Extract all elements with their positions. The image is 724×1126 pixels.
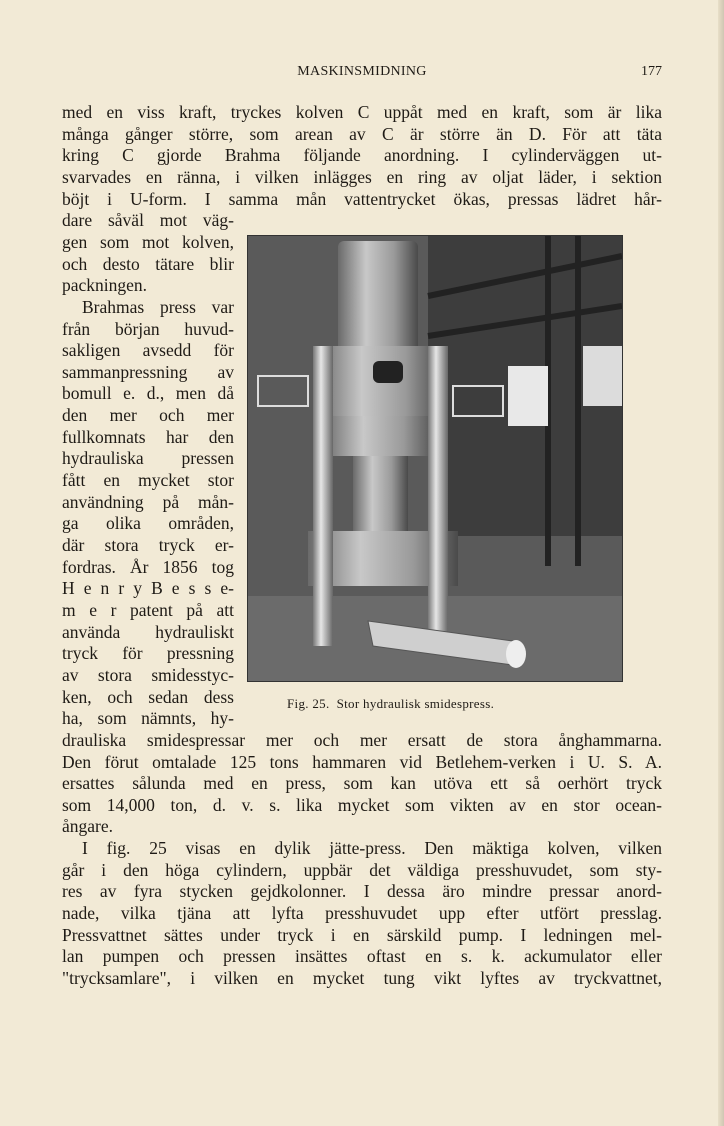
text-line: ken, och sedan dess bbox=[62, 686, 234, 707]
text-line: bomull e. d., men då bbox=[62, 383, 234, 404]
text-line: dare såväl mot väg- bbox=[62, 210, 234, 231]
figure-photo-hydraulic-press bbox=[247, 235, 623, 682]
text-line: I fig. 25 visas en dylik jätte-press. Den mäktiga kolven, vilken bbox=[82, 838, 662, 859]
text-line: använda hydrauliskt bbox=[62, 621, 234, 642]
text-line: hydrauliska pressen bbox=[62, 448, 234, 469]
text-line: som 14,000 ton, d. v. s. lika mycket som vikten av en stor ocean- bbox=[62, 794, 662, 815]
text-line: Den förut omtalade 125 tons hammaren vid Betlehem-verken i U. S. A. bbox=[62, 751, 662, 772]
running-title: MASKINSMIDNING bbox=[297, 64, 427, 79]
page-header bbox=[62, 64, 662, 84]
text-line: går i den höga cylindern, uppbär det väldiga presshuvudet, som sty- bbox=[62, 859, 662, 880]
text-line: "trycksamlare", i vilken en mycket tung vikt lyftes av tryckvattnet, bbox=[62, 968, 662, 988]
page-number: 177 bbox=[641, 64, 662, 79]
text-line: den mer och mer bbox=[62, 405, 234, 426]
text-line: och desto tätare blir bbox=[62, 253, 234, 274]
text-line: ga olika områden, bbox=[62, 513, 234, 534]
text-line: packningen. bbox=[62, 275, 148, 296]
text-line: Pressvattnet sättes under tryck i en särskild pump. I ledningen mel- bbox=[62, 924, 662, 945]
text-line: av stora smidesstyc- bbox=[62, 664, 234, 685]
text-line: fått en mycket stor bbox=[62, 470, 234, 491]
text-line: fullkomnats har den bbox=[62, 426, 234, 447]
text-line: Brahmas press var bbox=[82, 296, 234, 317]
text-line: sammanpressning av bbox=[62, 361, 234, 382]
text-line: drauliska smidespressar mer och mer ersatt de stora ånghammarna. bbox=[62, 729, 662, 750]
figure-caption: Fig. 25. Stor hydraulisk smidespress. bbox=[287, 696, 495, 711]
text-line: fordras. År 1856 tog bbox=[62, 556, 234, 577]
text-line: gen som mot kolven, bbox=[62, 231, 234, 252]
text-line: böjt i U-form. I samma mån vattentrycket ökas, pressas lädret hår- bbox=[62, 188, 662, 209]
text-line: svarvades en ränna, i vilken inlägges en ring av oljat läder, i sektion bbox=[62, 166, 662, 187]
text-line: kring C gjorde Brahma följande anordning. I cylinderväggen ut- bbox=[62, 145, 662, 166]
text-line: ersattes sålunda med en press, som kan utöva ett så oerhört tryck bbox=[62, 773, 662, 794]
text-line: ångare. bbox=[62, 816, 114, 837]
text-line: H e n r y B e s s e- bbox=[62, 578, 234, 599]
page-edge bbox=[718, 0, 724, 1126]
text-line: lan pumpen och pressen insättes oftast en s. k. ackumulator eller bbox=[62, 946, 662, 967]
text-line: ha, som nämnts, hy- bbox=[62, 708, 234, 729]
text-line: användning på mån- bbox=[62, 491, 234, 512]
text-line: många gånger större, som arean av C är större än D. För att täta bbox=[62, 123, 662, 144]
text-line: där stora tryck er- bbox=[62, 535, 234, 555]
text-line: res av fyra stycken gejdkolonner. I dessa äro mindre pressar anord- bbox=[62, 881, 662, 902]
text-line: m e r patent på att bbox=[62, 599, 234, 620]
text-line: nade, vilka tjäna att lyfta presshuvudet upp efter utfört presslag. bbox=[62, 903, 662, 924]
text-line: sakligen avsedd för bbox=[62, 340, 234, 361]
text-line: från början huvud- bbox=[62, 318, 234, 339]
text-line: tryck för pressning bbox=[62, 643, 234, 664]
text-line: med en viss kraft, tryckes kolven C uppåt med en kraft, som är lika bbox=[62, 102, 662, 122]
